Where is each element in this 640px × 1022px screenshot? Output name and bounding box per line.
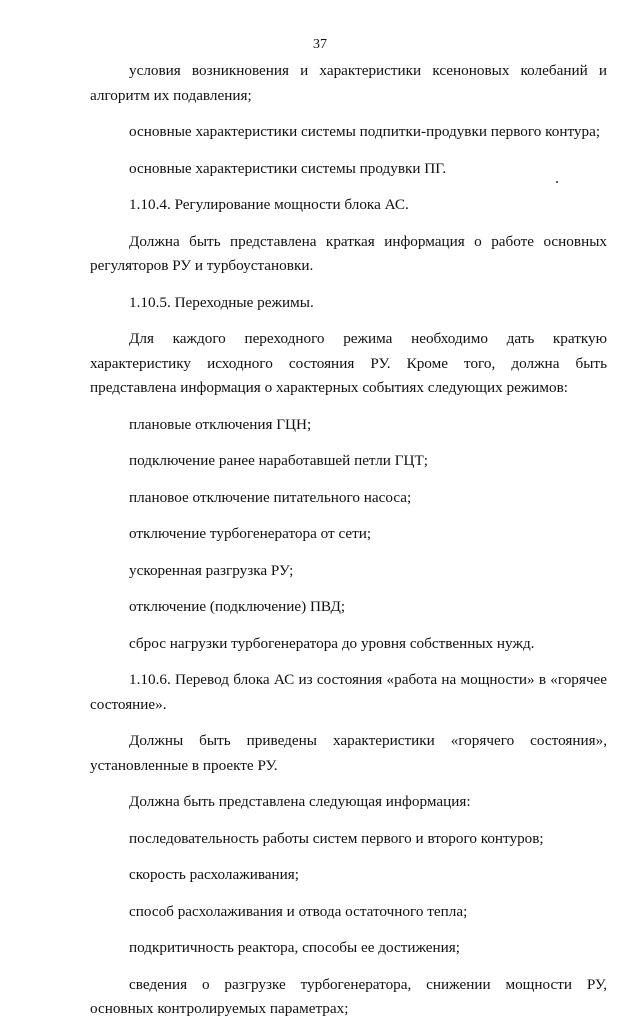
list-item-cooldown-rate: скорость расхолаживания; bbox=[129, 866, 300, 883]
paragraph-makeup-blowdown-system: основные характеристики системы подпитки-продувки первого контура; bbox=[129, 123, 601, 140]
page-number: 37 bbox=[313, 37, 327, 52]
paragraph-regulators-info: Должна быть представлена краткая информация о работе основных регуляторов РУ и турбоустановки. bbox=[90, 232, 607, 274]
paragraph-required-info: Должна быть представлена следующая информация: bbox=[129, 793, 471, 810]
paragraph-sg-blowdown-system: основные характеристики системы продувки ПГ. bbox=[129, 159, 447, 177]
list-item-subcriticality: подкритичность реактора, способы ее достижения; bbox=[129, 939, 460, 956]
body-text bbox=[90, 59, 607, 1022]
section-heading-1-10-5: 1.10.5. Переходные режимы. bbox=[129, 293, 314, 311]
list-item-loop-connection: подключение ранее наработавшей петли ГЦТ; bbox=[129, 452, 428, 469]
list-item-feed-pump-shutdown: плановое отключение питательного насоса; bbox=[129, 488, 412, 506]
paragraph-transient-modes: Для каждого переходного режима необходимо дать краткую характеристику исходного состояния РУ. Кроме того, должна быть представлена информация о характерных событиях следующих режимов: bbox=[90, 330, 607, 396]
list-item-cooldown-method: способ расхолаживания и отвода остаточного тепла; bbox=[129, 902, 468, 920]
list-item-hph-switching: отключение (подключение) ПВД; bbox=[129, 598, 346, 615]
section-heading-1-10-6: 1.10.6. Перевод блока АС из состояния «работа на мощности» в «горячее состояние». bbox=[90, 671, 607, 713]
section-heading-1-10-4: 1.10.4. Регулирование мощности блока АС. bbox=[129, 196, 409, 213]
list-item-rcp-shutdown: плановые отключения ГЦН; bbox=[129, 415, 312, 433]
list-item-fast-unloading: ускоренная разгрузка РУ; bbox=[129, 561, 294, 579]
list-item-systems-sequence: последовательность работы систем первого и второго контуров; bbox=[129, 829, 544, 847]
list-item-unloading-info: сведения о разгрузке турбогенератора, снижении мощности РУ, основных контролируемых параметрах; bbox=[90, 975, 607, 1017]
list-item-load-rejection: сброс нагрузки турбогенератора до уровня собственных нужд. bbox=[129, 634, 535, 652]
paragraph-hot-state-characteristics: Должны быть приведены характеристики «горячего состояния», установленные в проекте РУ. bbox=[90, 732, 607, 774]
list-item-turbogenerator-disconnect: отключение турбогенератора от сети; bbox=[129, 525, 372, 542]
paragraph-xenon-oscillations: условия возникновения и характеристики ксеноновых колебаний и алгоритм их подавления; bbox=[90, 62, 607, 104]
